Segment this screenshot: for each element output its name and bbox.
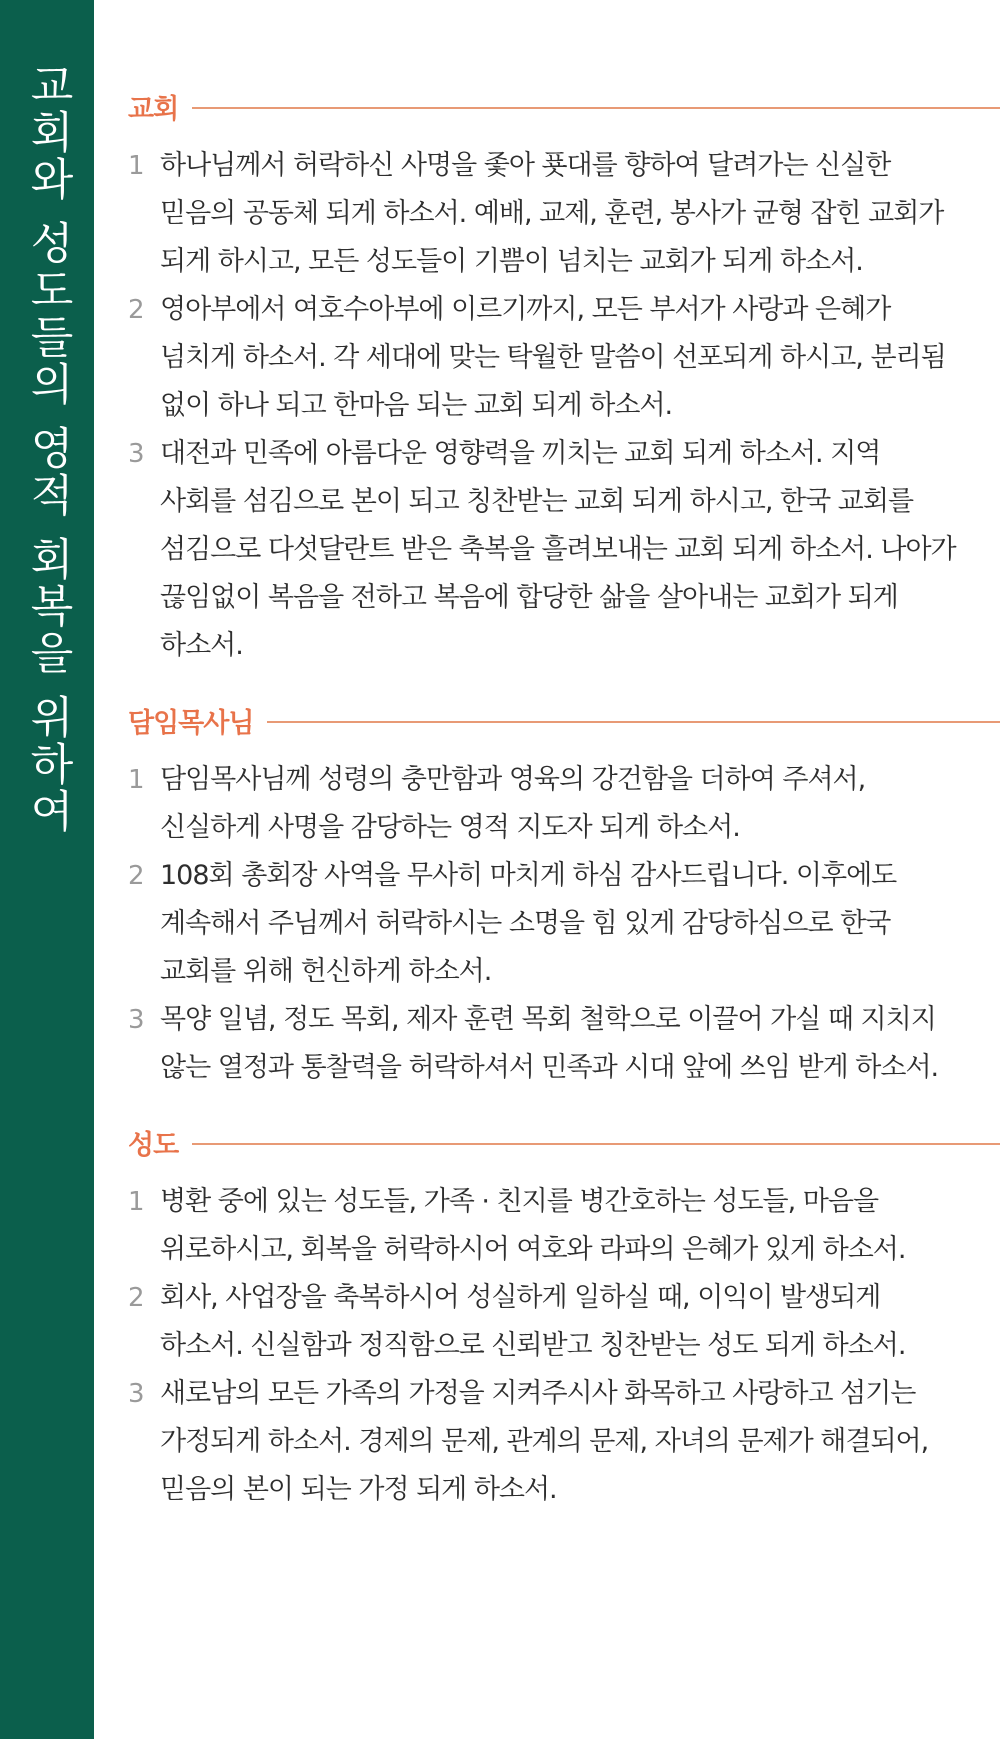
section-header — [128, 84, 1000, 128]
item-text: 회사, 사업장을 축복하시어 성실하게 일하실 때, 이익이 발생되게 하소서. 신실함과 정직함으로 신뢰받고 칭찬받는 성도 되게 하소서. — [160, 1282, 906, 1361]
item-number: 1 — [128, 151, 145, 181]
item-number: 2 — [128, 861, 145, 891]
item-text: 108회 총회장 사역을 무사히 마치게 하심 감사드립니다. 이후에도 계속해서 주님께서 허락하시는 소명을 힘 있게 감당하심으로 한국 교회를 위해 헌신하게 하소서. — [160, 860, 897, 987]
list-item — [128, 1178, 1000, 1274]
section-church — [128, 84, 1000, 670]
item-text: 대전과 민족에 아름다운 영향력을 끼치는 교회 되게 하소서. 지역 사회를 섬김으로 본이 되고 칭찬받는 교회 되게 하시고, 한국 교회를 섬김으로 다섯달란트 받은 축복을 흘려보내는 교회 되게 하소서. 나아가 끊임없이 복음을 전하고 복음에 합당한 삶을 살아내는 교회가 되게 하소서. — [160, 438, 956, 661]
item-number: 3 — [128, 439, 145, 469]
item-number: 3 — [128, 1379, 145, 1409]
section-senior-pastor — [128, 698, 1000, 1092]
section-divider — [192, 107, 1000, 109]
prayer-content — [128, 84, 1000, 1542]
section-congregation — [128, 1120, 1000, 1514]
list-item — [128, 142, 1000, 286]
list-item — [128, 430, 1000, 670]
item-text: 목양 일념, 정도 목회, 제자 훈련 목회 철학으로 이끌어 가실 때 지치지 않는 열정과 통찰력을 허락하셔서 민족과 시대 앞에 쓰임 받게 하소서. — [160, 1004, 939, 1083]
sidebar — [0, 0, 94, 1739]
item-number: 2 — [128, 295, 145, 325]
item-text: 병환 중에 있는 성도들, 가족 · 친지를 병간호하는 성도들, 마음을 위로하시고, 회복을 허락하시어 여호와 라파의 은혜가 있게 하소서. — [160, 1186, 906, 1265]
section-header — [128, 698, 1000, 742]
item-number: 1 — [128, 1187, 145, 1217]
section-title: 담임목사님 — [128, 707, 254, 739]
item-number: 1 — [128, 765, 145, 795]
sidebar-title: 교회와 성도들의 영적 회복을 위하여 — [22, 62, 73, 835]
item-text: 영아부에서 여호수아부에 이르기까지, 모든 부서가 사랑과 은혜가 넘치게 하소서. 각 세대에 맞는 탁월한 말씀이 선포되게 하시고, 분리됨 없이 하나 되고 한마음 되는 교회 되게 하소서. — [160, 294, 946, 421]
item-number: 2 — [128, 1283, 145, 1313]
item-text: 하나님께서 허락하신 사명을 좇아 푯대를 향하여 달려가는 신실한 믿음의 공동체 되게 하소서. 예배, 교제, 훈련, 봉사가 균형 잡힌 교회가 되게 하시고, 모든 성도들이 기쁨이 넘치는 교회가 되게 하소서. — [160, 150, 944, 277]
list-item — [128, 1274, 1000, 1370]
section-divider — [192, 1143, 1000, 1145]
item-number: 3 — [128, 1005, 145, 1035]
item-text: 담임목사님께 성령의 충만함과 영육의 강건함을 더하여 주셔서, 신실하게 사명을 감당하는 영적 지도자 되게 하소서. — [160, 764, 866, 843]
item-text: 새로남의 모든 가족의 가정을 지켜주시사 화목하고 사랑하고 섬기는 가정되게 하소서. 경제의 문제, 관계의 문제, 자녀의 문제가 해결되어, 믿음의 본이 되는 가정 되게 하소서. — [160, 1378, 929, 1505]
list-item — [128, 852, 1000, 996]
section-title: 교회 — [128, 93, 179, 125]
list-item — [128, 286, 1000, 430]
section-title: 성도 — [128, 1129, 179, 1161]
list-item — [128, 1370, 1000, 1514]
list-item — [128, 756, 1000, 852]
list-item — [128, 996, 1000, 1092]
section-divider — [267, 721, 1000, 723]
section-header — [128, 1120, 1000, 1164]
